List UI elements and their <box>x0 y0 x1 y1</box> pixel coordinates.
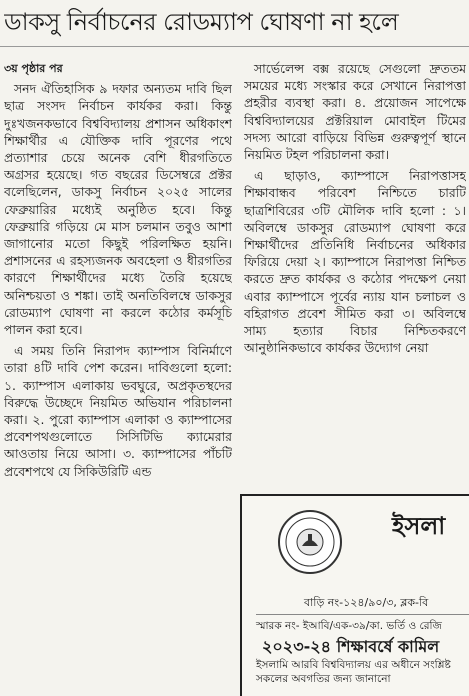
university-advertisement <box>240 494 469 696</box>
seal-emblem-icon <box>280 512 340 572</box>
article-paragraph: সার্ভেলেন্স বক্স রয়েছে সেগুলো দ্রুততম সময়ের মধ্যে সংস্কার করে সেখানে নিরাপত্তা প্রহরীর ব্যবস্থা করা। ৪. প্রয়োজন সাপেক্ষে বিশ্ববিদ্যালয়ের প্রক্টরিয়াল মোবাইল টিমের সদস্য আরো বাড়িয়ে বিভিন্ন গুরুত্বপূর্ণ স্থানে নিয়মিত টহল পরিচালনা করা। <box>244 61 466 163</box>
continued-from-label: ৩য় পৃষ্ঠার পর <box>4 62 63 75</box>
ad-address: বাড়ি নং-১২৪/৯০/৩, ব্লক-বি <box>304 596 429 609</box>
article-column-right <box>244 60 466 470</box>
article-headline: ডাকসু নির্বাচনের রোডম্যাপ ঘোষণা না হলে <box>4 8 399 36</box>
article-paragraph: এ সময় তিনি নিরাপদ ক্যাম্পাস বিনির্মাণে তারা ৪টি দাবি পেশ করেন। দাবিগুলো হলো: ১. ক্যাম্পাস এলাকায় ভবঘুরে, অপ্রকৃতস্থদের বিরুদ্ধে উচ্ছেদে নিয়মিত অভিযান পরিচালনা করা। ২. পুরো ক্যাম্পাস এলাকা ও ক্যাম্পাসের প্রবেশপথগুলোতে সিসিটিভি ক্যামেরার আওতায় নিয়ে আসা। ৩. ক্যাম্পাসের পাঁচটি প্রবেশপথে যে সিকিউরিটি এন্ড <box>4 343 232 479</box>
article-column-left <box>4 60 232 685</box>
ad-heading: ২০২৩-২৪ শিক্ষাবর্ষে কামিল <box>262 637 440 656</box>
university-seal-logo <box>278 510 342 574</box>
article-paragraph: এ ছাড়াও, ক্যাম্পাসে নিরাপত্তাসহ শিক্ষাবান্ধব পরিবেশ নিশ্চিতে চারটি ছাত্রশিবিরের ৩টি মৌলিক দাবি হলো : ১। অবিলম্বে ডাকসুর রোডম্যাপ ঘোষণা করে শিক্ষার্থীদের প্রতিনিধি নির্বাচনের অধিকার ফিরিয়ে দেয়া ২। ক্যাম্পাসে নিরাপত্তা নিশ্চিত করতে দ্রুত কার্যকর ও কঠোর পদক্ষেপ নেয়া এবার ক্যাম্পাসে পূর্বের ন্যায় যান চলাচল ও বহিরাগত প্রবেশ সীমিত করা ৩। অবিলম্বে সাম্য হত্যার বিচার নিশ্চিতকরণে আনুষ্ঠানিকভাবে কার্যকর উদ্যোগ নেয়া <box>244 168 466 356</box>
article-paragraph: সনদ ঐতিহাসিক ৯ দফার অন্যতম দাবি ছিল ছাত্র সংসদ নির্বাচন কার্যকর করা। কিন্তু দুঃখজনকভাবে বিশ্ববিদ্যালয় প্রশাসন অধিকাংশ শিক্ষার্থীর এ যৌক্তিক দাবি পূরণের পথে প্রত্যাশার চেয়ে অনেক বেশি ধীরগতিতে অগ্রসর হয়েছে। গত বছরের ডিসেম্বরে প্রক্টর বলেছিলেন, ডাকসু নির্বাচন ২০২৫ সালের ফেব্রুয়ারির মধ্যেই অনুষ্ঠিত হবে। কিন্তু ফেব্রুয়ারি গড়িয়ে মে মাস চলমান তবুও আশা জাগানোর মতো কিছুই পরিলক্ষিত হয়নি। প্রশাসনের এ রহস্যজনক অবহেলা ও ধীরগতির কারণে শিক্ষার্থীদের মধ্যে তৈরি হয়েছে অনিশ্চয়তা ও শঙ্কা। তাই অনতিবিলম্বে ডাকসুর রোডম্যাপ ঘোষণা না করলে কঠোর কর্মসূচি পালন করা হবে। <box>4 81 232 338</box>
headline-divider <box>0 46 469 47</box>
ad-memo-number: স্মারক নং- ইআবি/এক-৩৯/কা. ভর্তি ও রেজি <box>256 614 469 636</box>
ad-title: ইসলা <box>392 512 446 540</box>
ad-body: ইসলামি আরবি বিশ্ববিদ্যালয় এর অধীনে সংশ্লিষ্ট সকলের অবগতির জন্য জানানো <box>256 659 451 685</box>
